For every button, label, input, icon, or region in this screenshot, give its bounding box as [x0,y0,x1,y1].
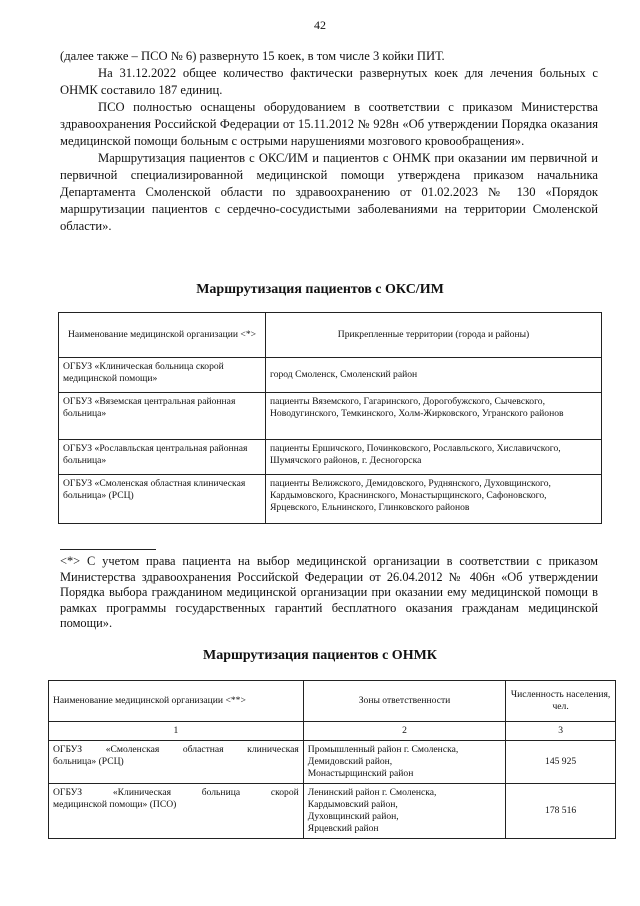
table-number-row [49,722,616,741]
routing-table-oks [58,312,602,524]
table1-title: Маршрутизация пациентов с ОКС/ИМ [196,282,444,297]
zone-line: Монастырщинский район [307,768,414,779]
org-word: «Смоленская [105,744,160,755]
table-cell: пациенты Вяземского, Гагаринского, Дорогобужского, Сычевского, Новодугинского, Темкинского, Холм-Жирковского, Угранского районов [266,393,602,440]
zone-line: Духовщинский район, [307,811,399,822]
org-word: больница [201,787,241,798]
table-header-cell: Прикрепленные территории (города и районы) [266,313,602,358]
table-header-cell: Зоны ответственности [303,681,505,722]
table-cell: ОГБУЗ «Рославльская центральная районная больница» [59,440,266,475]
table-row [49,784,616,839]
org-word: областная [182,744,224,755]
table-cell: пациенты Велижского, Демидовского, Руднянского, Духовщинского, Кардымовского, Краснинского, Монастырщинского, Сафоновского, Ярцевского, Ельнинского, Глинковского районов [266,475,602,524]
org-word: ОГБУЗ [53,787,83,798]
table2-title: Маршрутизация пациентов с ОНМК [203,648,437,663]
table-row [59,393,602,440]
table-cell: ОГБУЗ «Смоленская областная клиническая больница» (РСЦ) [59,475,266,524]
table-cell: 145 925 [506,741,616,784]
table-header-cell: Численность населения, чел. [506,681,616,722]
table-cell: пациенты Ершичского, Починковского, Рославльского, Хиславичского, Шумячского районов, г. Десногорска [266,440,602,475]
org-line [53,787,299,799]
org-word: скорой [270,787,299,798]
paragraph: ПСО полностью оснащены оборудованием в соответствии с приказом Министерства здравоохранения Российской Федерации от 15.11.2012 № 928н «Об утверждении Порядка оказания медицинской помощи больным с острыми нарушениями мозгового кровообращения». [60,100,598,148]
routing-table-onmk [48,680,616,839]
org-line: медицинской помощи» (ПСО) [53,799,177,810]
table-cell: 178 516 [506,784,616,839]
table-cell [303,741,505,784]
table-row [59,475,602,524]
paragraph: (далее также – ПСО № 6) развернуто 15 коек, в том числе 3 койки ПИТ. [60,49,445,63]
table-cell [49,741,304,784]
table-header-row [49,681,616,722]
org-line: больница» (РСЦ) [53,756,124,767]
column-number: 3 [506,722,616,741]
table-row [49,741,616,784]
footnote: <*> С учетом права пациента на выбор медицинской организации в соответствии с приказом Министерства здравоохранения Российской Федерации от 26.04.2012 № 406н «Об утверждении Порядка выбора гражданином медицинской организации при оказании ему медицинской помощи в рамках программы государственных гарантий бесплатного оказания гражданам медицинской помощи». [60,554,598,630]
column-number: 1 [49,722,304,741]
org-word: ОГБУЗ [53,744,83,755]
footnote-divider [60,549,156,550]
table-cell: ОГБУЗ «Вяземская центральная районная больница» [59,393,266,440]
table-cell [303,784,505,839]
org-word: «Клиническая [112,787,171,798]
paragraph: Маршрутизация пациентов с ОКС/ИМ и пациентов с ОНМК при оказании им первичной и первичной специализированной медицинской помощи утверждена приказом начальника Департамента Смоленской области по здравоохранению от 01.02.2023 № 130 «Порядок маршрутизации пациентов с сердечно-сосудистыми заболеваниями на территории Смоленской области». [60,151,598,233]
table-header-row [59,313,602,358]
column-number: 2 [303,722,505,741]
zone-line: Промышленный район г. Смоленска, [307,744,459,755]
body-text [60,48,598,235]
table-cell [49,784,304,839]
table-cell: ОГБУЗ «Клиническая больница скорой медицинской помощи» [59,358,266,393]
table-cell: город Смоленск, Смоленский район [266,358,602,393]
zone-line: Кардымовский район, [307,799,398,810]
table-row [59,358,602,393]
table-header-cell: Наименование медицинской организации <**> [49,681,304,722]
org-line [53,744,299,756]
zone-line: Демидовский район, [307,756,393,767]
org-word: клиническая [247,744,299,755]
zone-line: Ленинский район г. Смоленска, [307,787,437,798]
zone-line: Ярцевский район [307,823,379,834]
page-number: 42 [314,18,326,32]
table-row [59,440,602,475]
paragraph: На 31.12.2022 общее количество фактически развернутых коек для лечения больных с ОНМК составило 187 единиц. [60,66,598,97]
table-header-cell: Наименование медицинской организации <*> [59,313,266,358]
